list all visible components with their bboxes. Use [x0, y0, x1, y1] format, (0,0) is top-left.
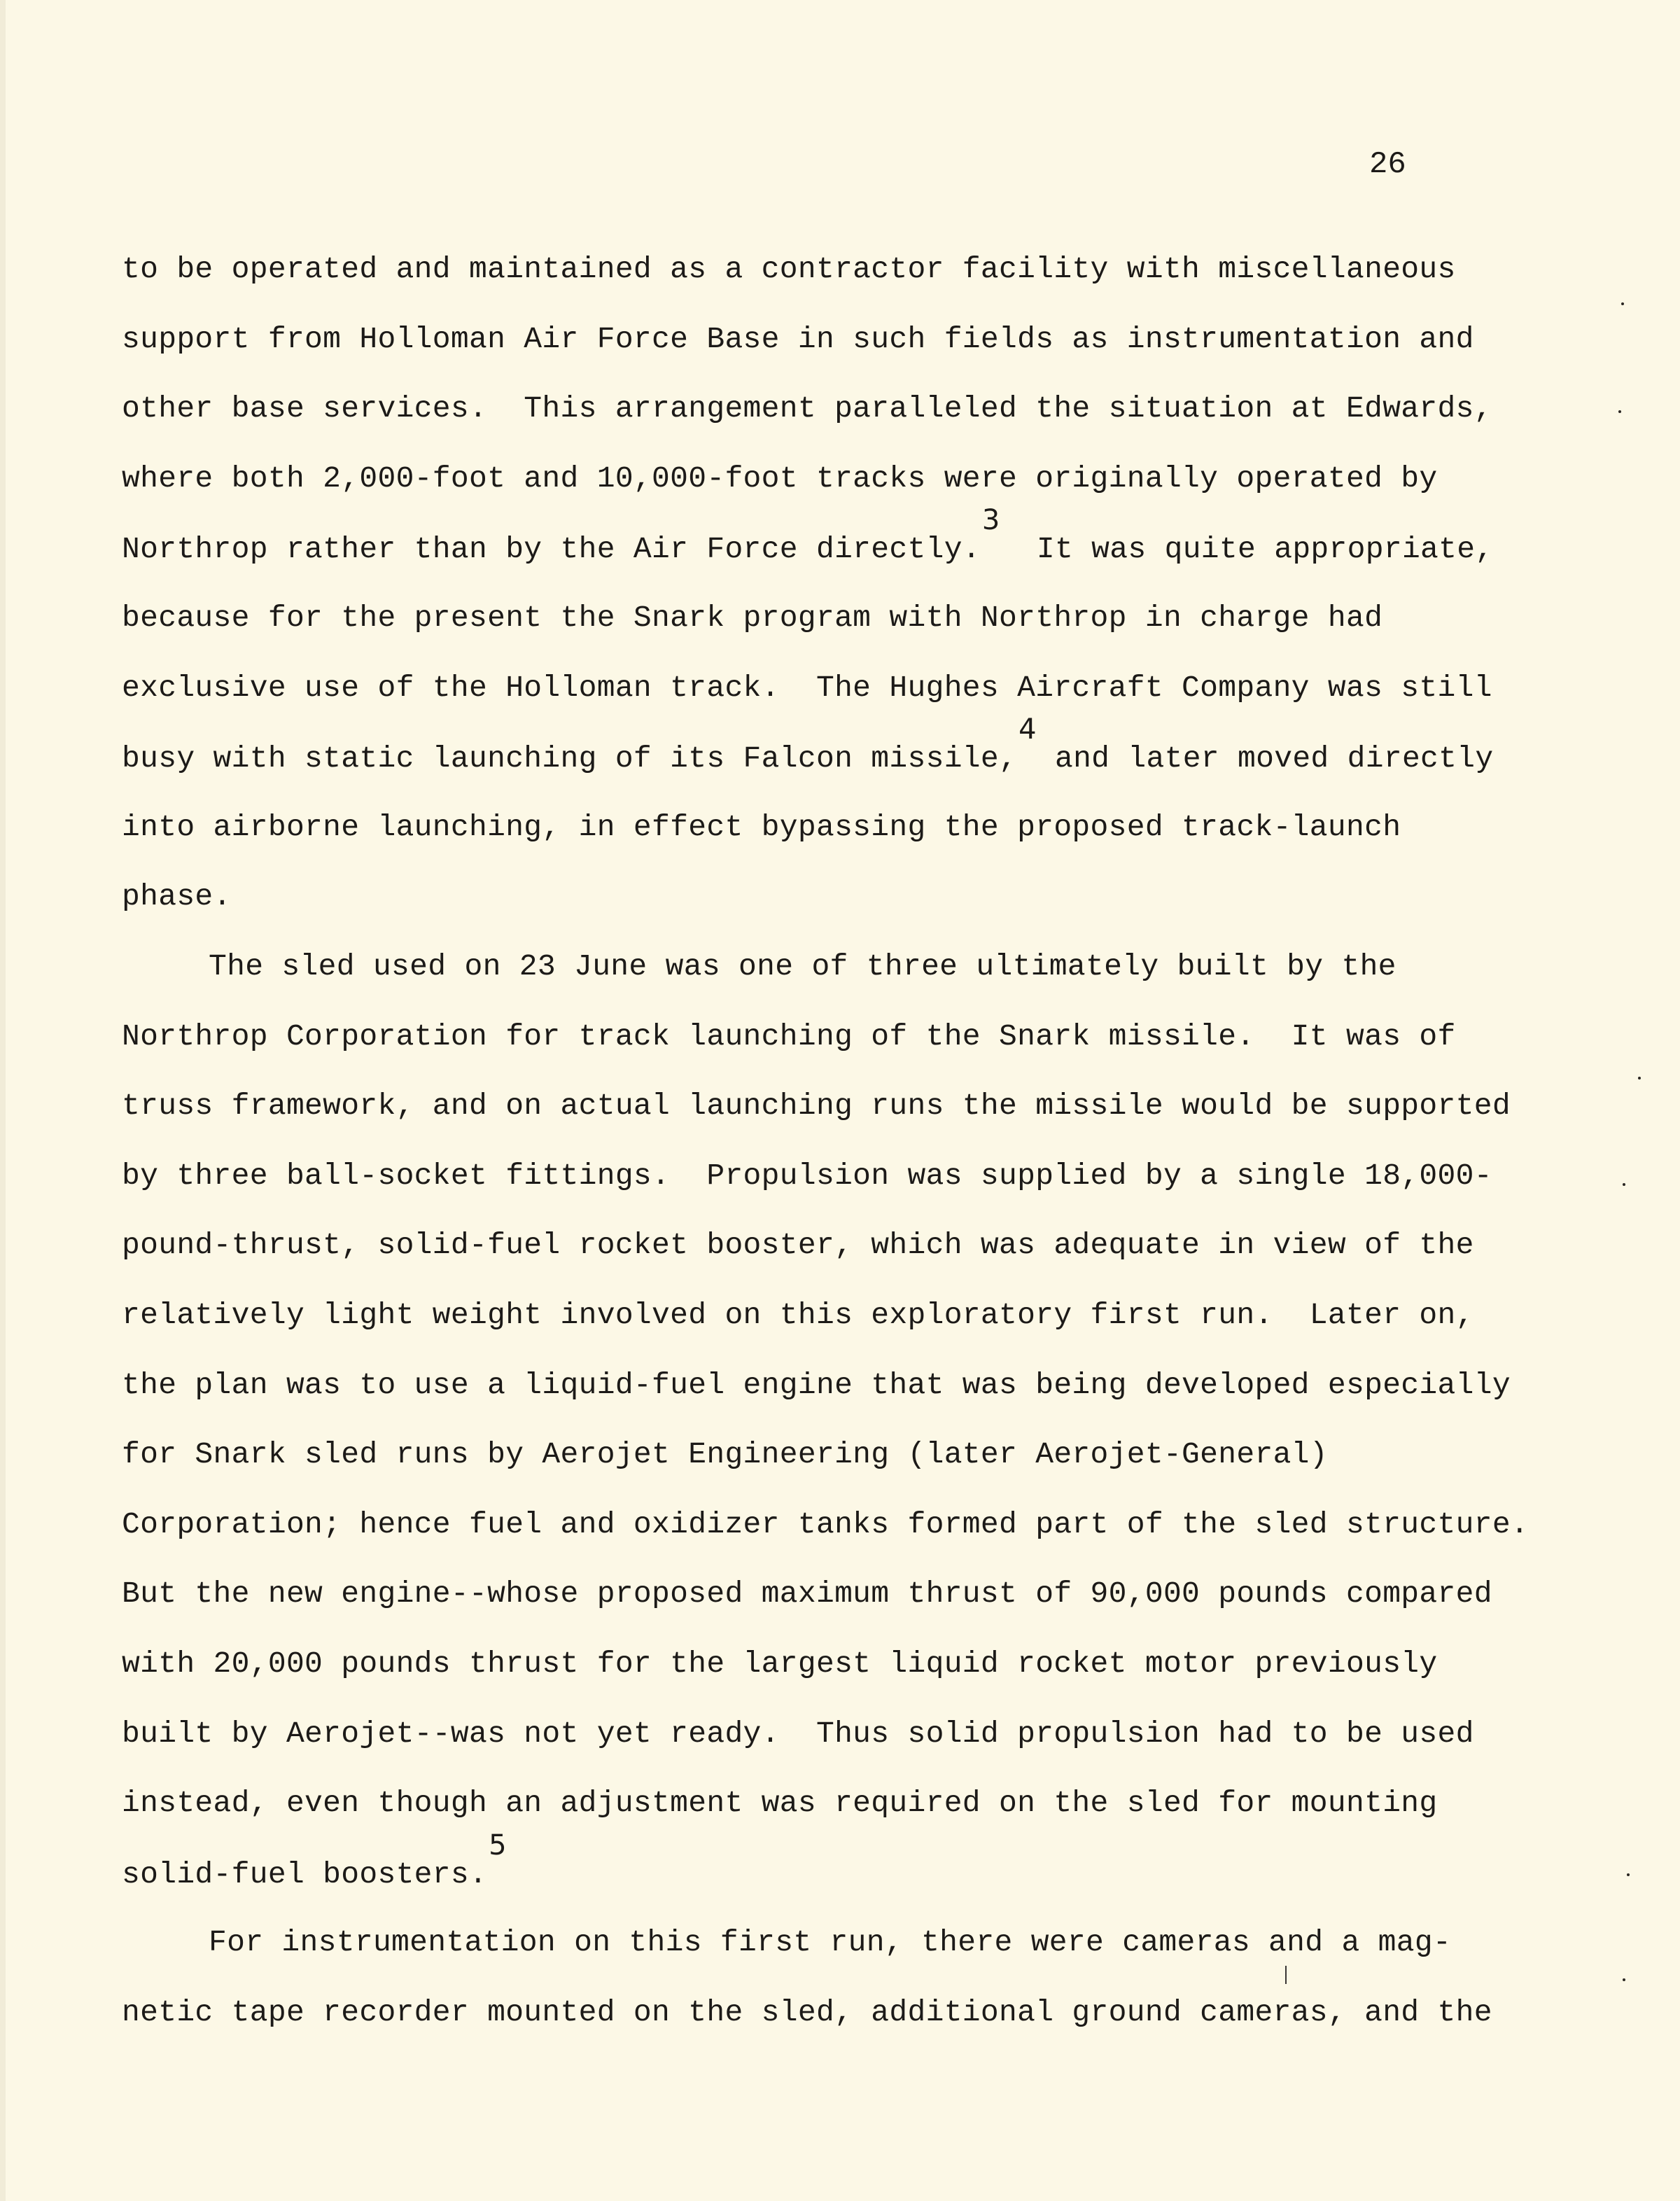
text-line [122, 1155, 1492, 1197]
line-text: for Snark sled runs by Aerojet Engineering (later Aerojet-General) [122, 1437, 1328, 1472]
margin-speck [1618, 410, 1621, 413]
pen-mark [1285, 1966, 1287, 1984]
text-line [122, 1643, 1438, 1685]
margin-speck [1638, 1077, 1641, 1079]
text-line [209, 946, 1396, 988]
text-line [122, 388, 1492, 430]
line-text-continued: It was quite appropriate, [1000, 532, 1494, 566]
line-text: For instrumentation on this first run, there were cameras and a mag- [209, 1925, 1452, 1959]
line-text: solid-fuel boosters. [122, 1857, 488, 1892]
text-line [122, 1016, 1456, 1058]
text-line [122, 1085, 1511, 1127]
line-text: The sled used on 23 June was one of three ultimately built by the [209, 949, 1396, 984]
text-line [122, 876, 232, 918]
footnote-marker: 4 [1018, 713, 1037, 746]
text-line [122, 806, 1401, 848]
line-text: to be operated and maintained as a contractor facility with miscellaneous [122, 252, 1456, 286]
line-text: Northrop Corporation for track launching of the Snark missile. It was of [122, 1019, 1456, 1054]
text-line [122, 319, 1474, 361]
text-line [122, 1294, 1474, 1336]
line-text: the plan was to use a liquid-fuel engine that was being developed especially [122, 1368, 1511, 1402]
line-text: support from Holloman Air Force Base in such fields as instrumentation and [122, 322, 1474, 356]
margin-speck [1623, 1183, 1625, 1186]
page-edge [0, 0, 6, 2201]
line-text: netic tape recorder mounted on the sled, additional ground cameras, and the [122, 1995, 1492, 2029]
text-line [122, 1829, 507, 1896]
line-text: with 20,000 pounds thrust for the largest liquid rocket motor previously [122, 1647, 1438, 1681]
margin-speck [1623, 1978, 1625, 1981]
text-line [122, 1573, 1492, 1615]
line-text: pound-thrust, solid-fuel rocket booster, which was adequate in view of the [122, 1228, 1474, 1262]
text-line [122, 713, 1494, 780]
text-line [122, 1434, 1328, 1476]
line-text-continued: and later moved directly [1036, 741, 1494, 776]
line-text: phase. [122, 879, 232, 914]
line-text: built by Aerojet--was not yet ready. Thus solid propulsion had to be used [122, 1717, 1474, 1751]
line-text: other base services. This arrangement paralleled the situation at Edwards, [122, 391, 1492, 426]
text-line [122, 1992, 1492, 2034]
footnote-marker: 3 [981, 504, 1000, 536]
line-text: truss framework, and on actual launching runs the missile would be supported [122, 1089, 1511, 1123]
text-line [122, 1224, 1474, 1266]
footnote-marker: 5 [489, 1829, 507, 1861]
text-line [122, 504, 1494, 571]
text-line [122, 1713, 1474, 1755]
text-line [122, 1364, 1511, 1406]
line-text: busy with static launching of its Falcon missile, [122, 741, 1018, 776]
text-line [122, 458, 1438, 500]
margin-speck [1627, 1873, 1630, 1876]
line-text: instead, even though an adjustment was required on the sled for mounting [122, 1786, 1438, 1820]
line-text: Northrop rather than by the Air Force directly. [122, 532, 981, 566]
line-text: into airborne launching, in effect bypassing the proposed track-launch [122, 810, 1401, 844]
text-line [122, 667, 1492, 709]
line-text: exclusive use of the Holloman track. The Hughes Aircraft Company was still [122, 671, 1492, 705]
line-text: relatively light weight involved on this exploratory first run. Later on, [122, 1298, 1474, 1332]
text-line [122, 1504, 1529, 1546]
text-line [122, 249, 1456, 291]
margin-speck [1621, 302, 1624, 305]
line-text: But the new engine--whose proposed maximum thrust of 90,000 pounds compared [122, 1577, 1492, 1611]
line-text: by three ball-socket fittings. Propulsion was supplied by a single 18,000- [122, 1159, 1492, 1193]
text-line [122, 597, 1382, 639]
text-line [122, 1782, 1438, 1824]
page-number: 26 [1369, 147, 1406, 182]
line-text: Corporation; hence fuel and oxidizer tanks formed part of the sled structure. [122, 1507, 1530, 1542]
line-text: where both 2,000-foot and 10,000-foot tracks were originally operated by [122, 461, 1438, 496]
text-line [209, 1922, 1451, 1964]
line-text: because for the present the Snark program with Northrop in charge had [122, 601, 1383, 635]
